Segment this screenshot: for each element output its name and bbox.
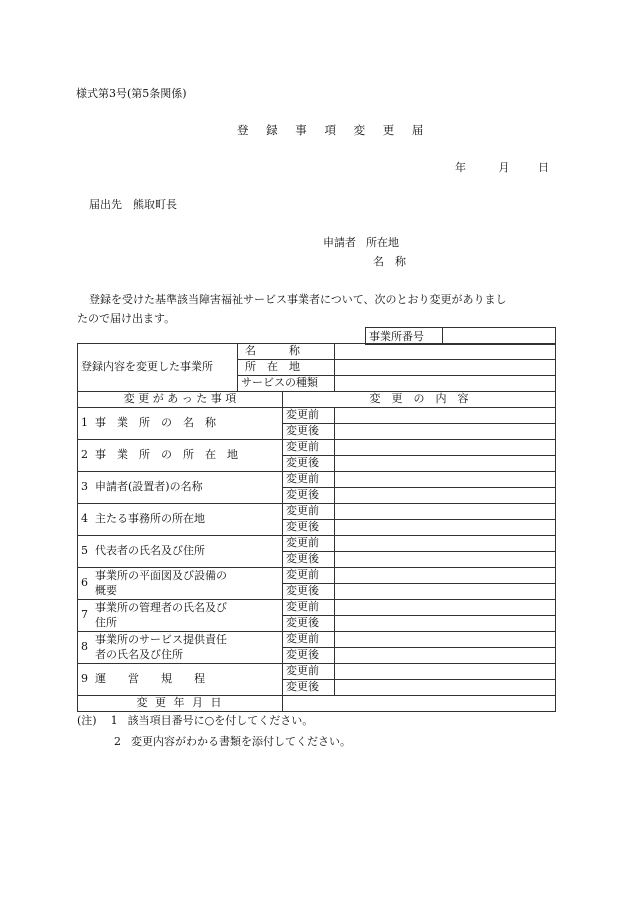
item-1-before-field[interactable] (335, 408, 556, 424)
item-1-after-label: 変更後 (283, 424, 335, 440)
date-month-label: 月 (498, 161, 510, 174)
item-8-before-field[interactable] (335, 632, 556, 648)
item-7-before-label: 変更前 (283, 600, 335, 616)
table-row (78, 472, 556, 488)
item-3-num: 3 (81, 480, 88, 494)
change-form-table (77, 343, 556, 712)
item-7 (78, 600, 283, 632)
document-title: 登 録 事 項 変 更 届 (237, 123, 431, 137)
item-8-num: 8 (81, 640, 88, 654)
item-4 (78, 504, 283, 536)
item-3-text: 申請者(設置者)の名称 (95, 480, 203, 494)
item-1 (78, 408, 283, 440)
table-row (78, 536, 556, 552)
item-8-after-label: 変更後 (283, 648, 335, 664)
office-address-field[interactable] (335, 360, 556, 376)
applicant-address-label: 所在地 (366, 236, 399, 249)
note-1-num: 1 (110, 714, 118, 727)
item-8-before-label: 変更前 (283, 632, 335, 648)
item-2-before-label: 変更前 (283, 440, 335, 456)
item-4-after-label: 変更後 (283, 520, 335, 536)
item-7-before-field[interactable] (335, 600, 556, 616)
item-2-after-label: 変更後 (283, 456, 335, 472)
item-2-text: 事 業 所 の 所 在 地 (95, 448, 238, 462)
item-5-before-label: 変更前 (283, 536, 335, 552)
applicant-label: 申請者 (323, 236, 356, 249)
item-3-before-field[interactable] (335, 472, 556, 488)
item-7-text: 事業所の管理者の氏名及び住所 (95, 600, 227, 629)
item-4-num: 4 (81, 512, 88, 526)
item-6 (78, 568, 283, 600)
office-section-label: 登録内容を変更した事業所 (78, 344, 238, 392)
item-9-before-label: 変更前 (283, 664, 335, 680)
office-row-name (78, 344, 556, 360)
item-4-before-label: 変更前 (283, 504, 335, 520)
item-7-num: 7 (81, 608, 88, 622)
item-3-after-field[interactable] (335, 488, 556, 504)
item-1-after-field[interactable] (335, 424, 556, 440)
addressee: 届出先 熊取町長 (89, 198, 177, 211)
note-1-text: 該当項目番号に○を付してください。 (127, 714, 314, 727)
office-service-field[interactable] (335, 376, 556, 392)
table-row (78, 504, 556, 520)
office-row-label-address (238, 360, 335, 376)
office-row-label-name-text: 名 称 (245, 344, 300, 358)
item-9-after-field[interactable] (335, 680, 556, 696)
item-1-before-label: 変更前 (283, 408, 335, 424)
table-row (78, 600, 556, 616)
table-row (78, 408, 556, 424)
date-day-label: 日 (538, 161, 549, 174)
item-1-text: 事 業 所 の 名 称 (95, 416, 216, 430)
office-row-label-service: サービスの種類 (238, 376, 335, 392)
note-prefix: (注) (77, 714, 97, 727)
table-row (78, 568, 556, 584)
item-3-before-label: 変更前 (283, 472, 335, 488)
office-row-label-name (238, 344, 335, 360)
header-change-content: 変 更 の 内 容 (283, 392, 556, 408)
note-1 (77, 715, 313, 726)
body-text-line-1: 登録を受けた基準該当障害福祉サービス事業者について、次のとおり変更がありまし (89, 293, 507, 306)
header-row (78, 392, 556, 408)
note-2 (114, 736, 351, 747)
office-number-field[interactable] (443, 328, 556, 345)
item-7-after-field[interactable] (335, 616, 556, 632)
item-5-num: 5 (81, 544, 88, 558)
note-2-num: 2 (114, 735, 121, 748)
date-year-label: 年 (455, 161, 466, 174)
item-4-before-field[interactable] (335, 504, 556, 520)
item-6-before-field[interactable] (335, 568, 556, 584)
item-4-after-field[interactable] (335, 520, 556, 536)
change-date-row (78, 696, 556, 712)
form-number: 様式第3号(第5条関係) (76, 87, 187, 100)
item-2 (78, 440, 283, 472)
item-9-text: 運 営 規 程 (95, 672, 205, 686)
item-5-after-field[interactable] (335, 552, 556, 568)
item-5-before-field[interactable] (335, 536, 556, 552)
office-name-field[interactable] (335, 344, 556, 360)
item-6-before-label: 変更前 (283, 568, 335, 584)
change-date-field[interactable] (283, 696, 556, 712)
item-5-after-label: 変更後 (283, 552, 335, 568)
date-line (455, 162, 549, 173)
item-6-num: 6 (81, 576, 88, 590)
item-8-text: 事業所のサービス提供責任者の氏名及び住所 (95, 632, 227, 661)
item-6-after-field[interactable] (335, 584, 556, 600)
item-8 (78, 632, 283, 664)
applicant-block (323, 237, 399, 248)
body-text-line-2: たので届け出ます。 (77, 312, 176, 325)
item-9-num: 9 (81, 672, 88, 686)
table-row (78, 632, 556, 648)
item-1-num: 1 (81, 416, 88, 430)
item-4-text: 主たる事務所の所在地 (95, 512, 205, 526)
applicant-name-label: 名 称 (373, 255, 406, 268)
item-3 (78, 472, 283, 504)
item-9-after-label: 変更後 (283, 680, 335, 696)
item-3-after-label: 変更後 (283, 488, 335, 504)
office-number-label: 事業所番号 (366, 328, 443, 345)
item-7-after-label: 変更後 (283, 616, 335, 632)
header-changed-item: 変 更 が あ っ た 事 項 (78, 392, 283, 408)
item-8-after-field[interactable] (335, 648, 556, 664)
table-row (78, 440, 556, 456)
note-2-text: 変更内容がわかる書類を添付してください。 (131, 735, 351, 748)
item-2-num: 2 (81, 448, 88, 462)
item-6-text: 事業所の平面図及び設備の概要 (95, 568, 227, 597)
item-5-text: 代表者の氏名及び住所 (95, 544, 205, 558)
table-row (78, 664, 556, 680)
change-date-label: 変 更 年 月 日 (78, 696, 283, 712)
item-5 (78, 536, 283, 568)
office-row-label-address-text: 所 在 地 (245, 360, 300, 374)
item-9 (78, 664, 283, 696)
item-6-after-label: 変更後 (283, 584, 335, 600)
item-2-before-field[interactable] (335, 440, 556, 456)
item-9-before-field[interactable] (335, 664, 556, 680)
item-2-after-field[interactable] (335, 456, 556, 472)
